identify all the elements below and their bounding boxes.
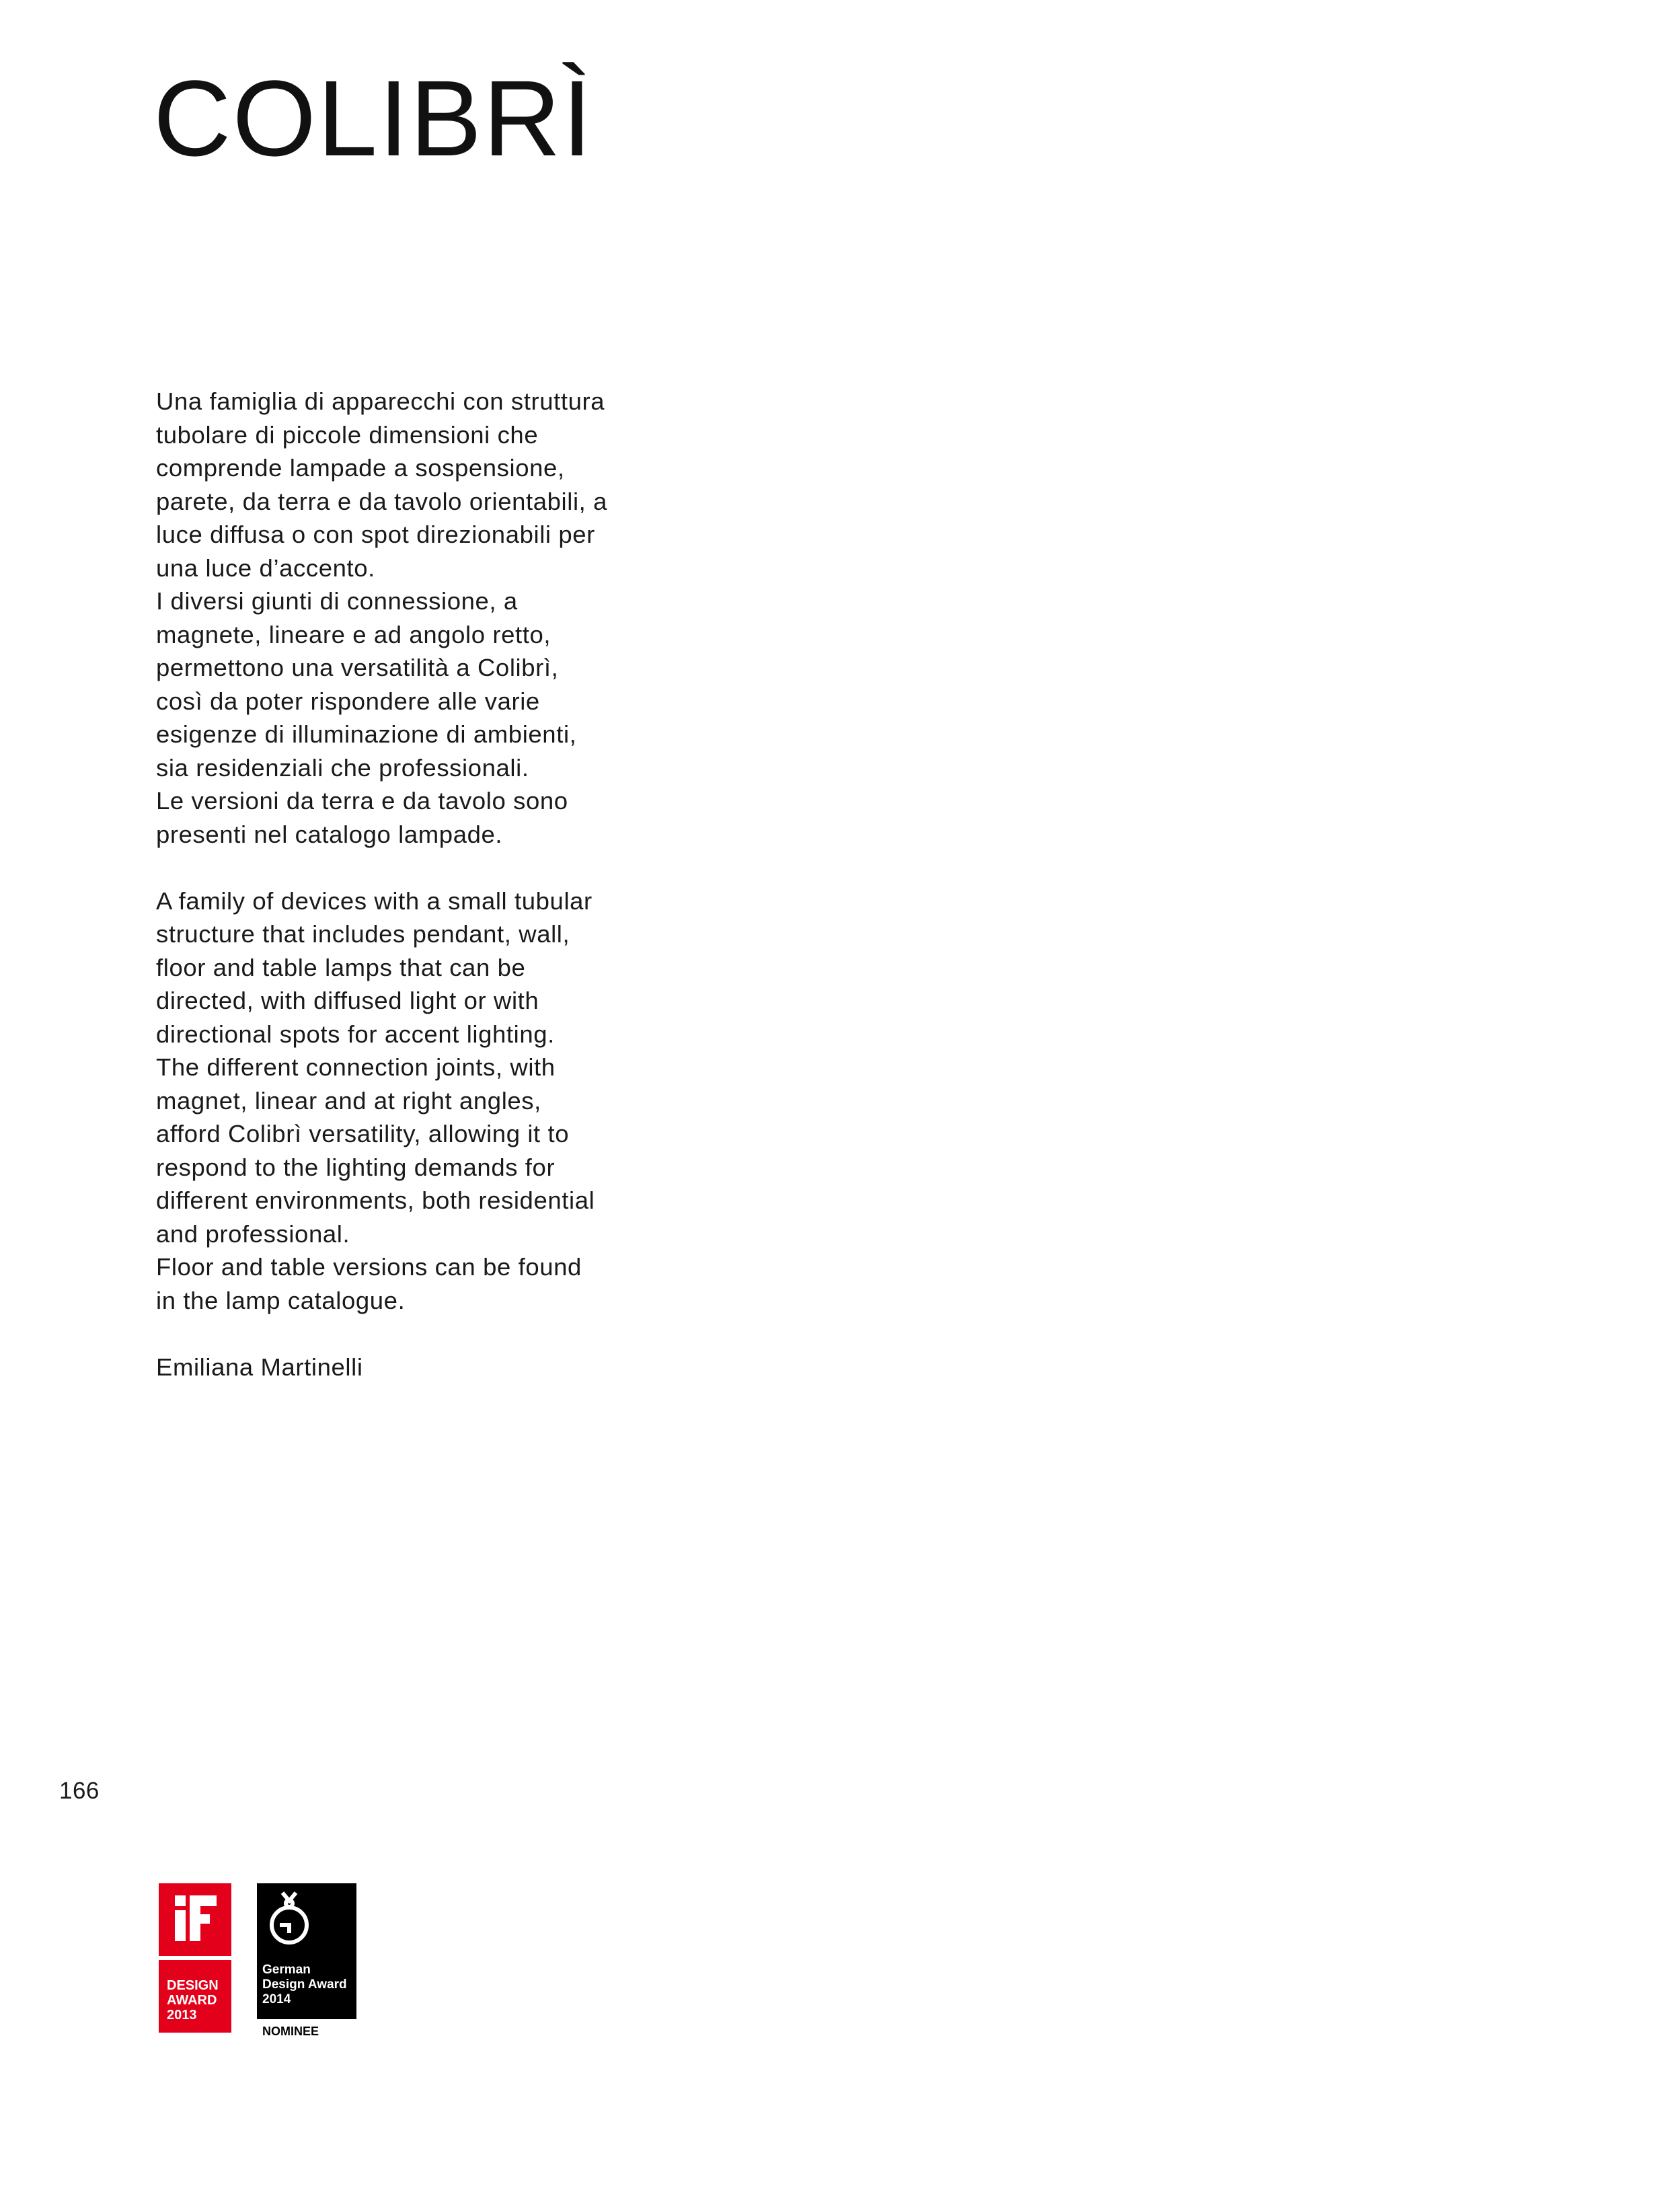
gda-line1: German [262, 1963, 311, 1977]
gda-year: 2014 [262, 1992, 291, 2006]
text-line: different environments, both residential [156, 1186, 595, 1214]
text-line: tubolare di piccole dimensioni che [156, 420, 539, 449]
text-line: magnete, lineare e ad angolo retto, [156, 620, 551, 648]
text-line: structure that includes pendant, wall, [156, 920, 570, 948]
text-line: Floor and table versions can be found [156, 1253, 582, 1281]
gda-line2: Design Award [262, 1977, 347, 1992]
text-line: luce diffusa o con spot direzionabili per [156, 521, 595, 548]
text-line: esigenze di illuminazione di ambienti, [156, 720, 577, 748]
german-design-award-badge [257, 1883, 356, 2038]
text-line: permettono una versatilità a Colibrì, [156, 654, 559, 681]
paragraph-spacer [156, 851, 681, 884]
if-award-line2: AWARD [167, 1993, 217, 2008]
text-line: parete, da terra e da tavolo orientabili, a [156, 487, 608, 515]
italian-paragraph [156, 385, 681, 851]
if-design-award-badge [159, 1883, 231, 2033]
if-award-year: 2013 [167, 2008, 197, 2023]
text-line: directional spots for accent lighting. [156, 1020, 555, 1048]
text-line: and professional. [156, 1219, 350, 1248]
designer-name: Emiliana Martinelli [156, 1353, 363, 1381]
text-line: The different connection joints, with [156, 1053, 556, 1081]
text-line: Una famiglia di apparecchi con struttura [156, 387, 605, 415]
gda-nominee: NOMINEE [262, 2025, 319, 2038]
text-line: una luce d’accento. [156, 554, 375, 582]
page-title: COLIBRÌ [153, 58, 594, 178]
if-award-line1: DESIGN [167, 1978, 219, 1993]
text-line: magnet, linear and at right angles, [156, 1086, 541, 1115]
text-line: presenti nel catalogo lampade. [156, 820, 503, 848]
text-line: Le versioni da terra e da tavolo sono [156, 787, 568, 815]
text-line: in the lamp catalogue. [156, 1286, 406, 1314]
text-line: afford Colibrì versatility, allowing it to [156, 1120, 570, 1147]
page-number: 166 [59, 1778, 100, 1804]
text-line: floor and table lamps that can be [156, 953, 526, 981]
awards-badges [159, 1883, 360, 2045]
paragraph-spacer [156, 1317, 681, 1351]
text-line: directed, with diffused light or with [156, 987, 539, 1014]
text-line: A family of devices with a small tubular [156, 886, 593, 915]
text-line: sia residenziali che professionali. [156, 753, 529, 782]
text-line: I diversi giunti di connessione, a [156, 587, 518, 615]
description-column [156, 385, 681, 1384]
text-line: comprende lampade a sospensione, [156, 454, 565, 482]
text-line: così da poter rispondere alle varie [156, 687, 540, 715]
text-line: respond to the lighting demands for [156, 1153, 556, 1181]
english-paragraph [156, 884, 681, 1318]
